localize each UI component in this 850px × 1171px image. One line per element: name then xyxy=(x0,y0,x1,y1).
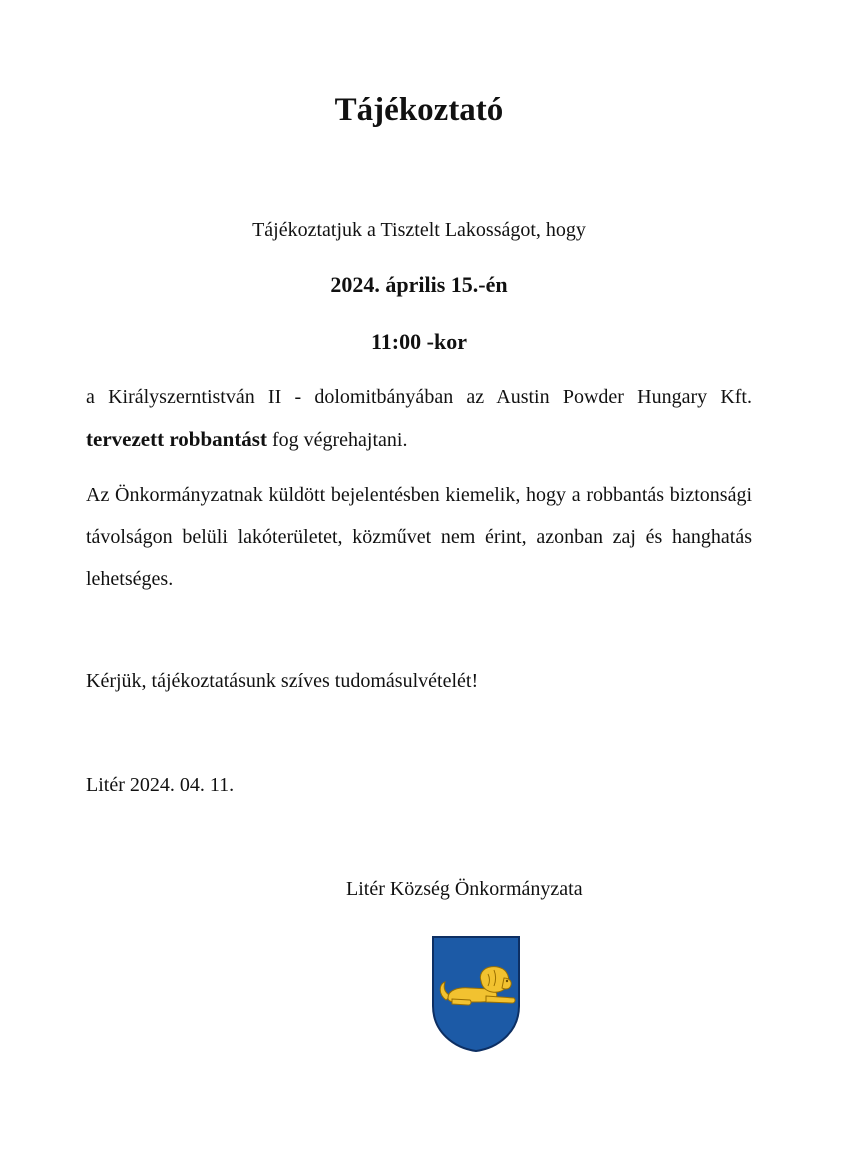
coat-of-arms-lion-icon xyxy=(430,934,522,1054)
paragraph-text: fog végrehajtani. xyxy=(266,429,408,451)
document-title: Tájékoztató xyxy=(334,92,504,128)
intro-line: Tájékoztatjuk a Tisztelt Lakosságot, hogy xyxy=(252,219,586,241)
place-and-date: Litér 2024. 04. 11. xyxy=(86,774,235,796)
signature-issuer: Litér Község Önkormányzata xyxy=(346,878,583,900)
emphasized-text: tervezett robbantást xyxy=(86,427,267,451)
paragraph-text: a Királyszerntistván II - dolomitbányában az Austin Powder Hungary Kft. xyxy=(86,386,752,408)
paragraph-blasting-notice xyxy=(86,376,752,461)
closing-request: Kérjük, tájékoztatásunk szíves tudomásulvételét! xyxy=(86,670,479,692)
event-time: 11:00 -kor xyxy=(371,329,467,354)
event-date: 2024. április 15.-én xyxy=(330,272,508,297)
paragraph-safety-info: Az Önkormányzatnak küldött bejelentésben kiemelik, hogy a robbantás biztonsági távolságon belüli lakóterületet, közművet nem érint, azonban zaj és hanghatás lehetséges. xyxy=(86,484,752,590)
